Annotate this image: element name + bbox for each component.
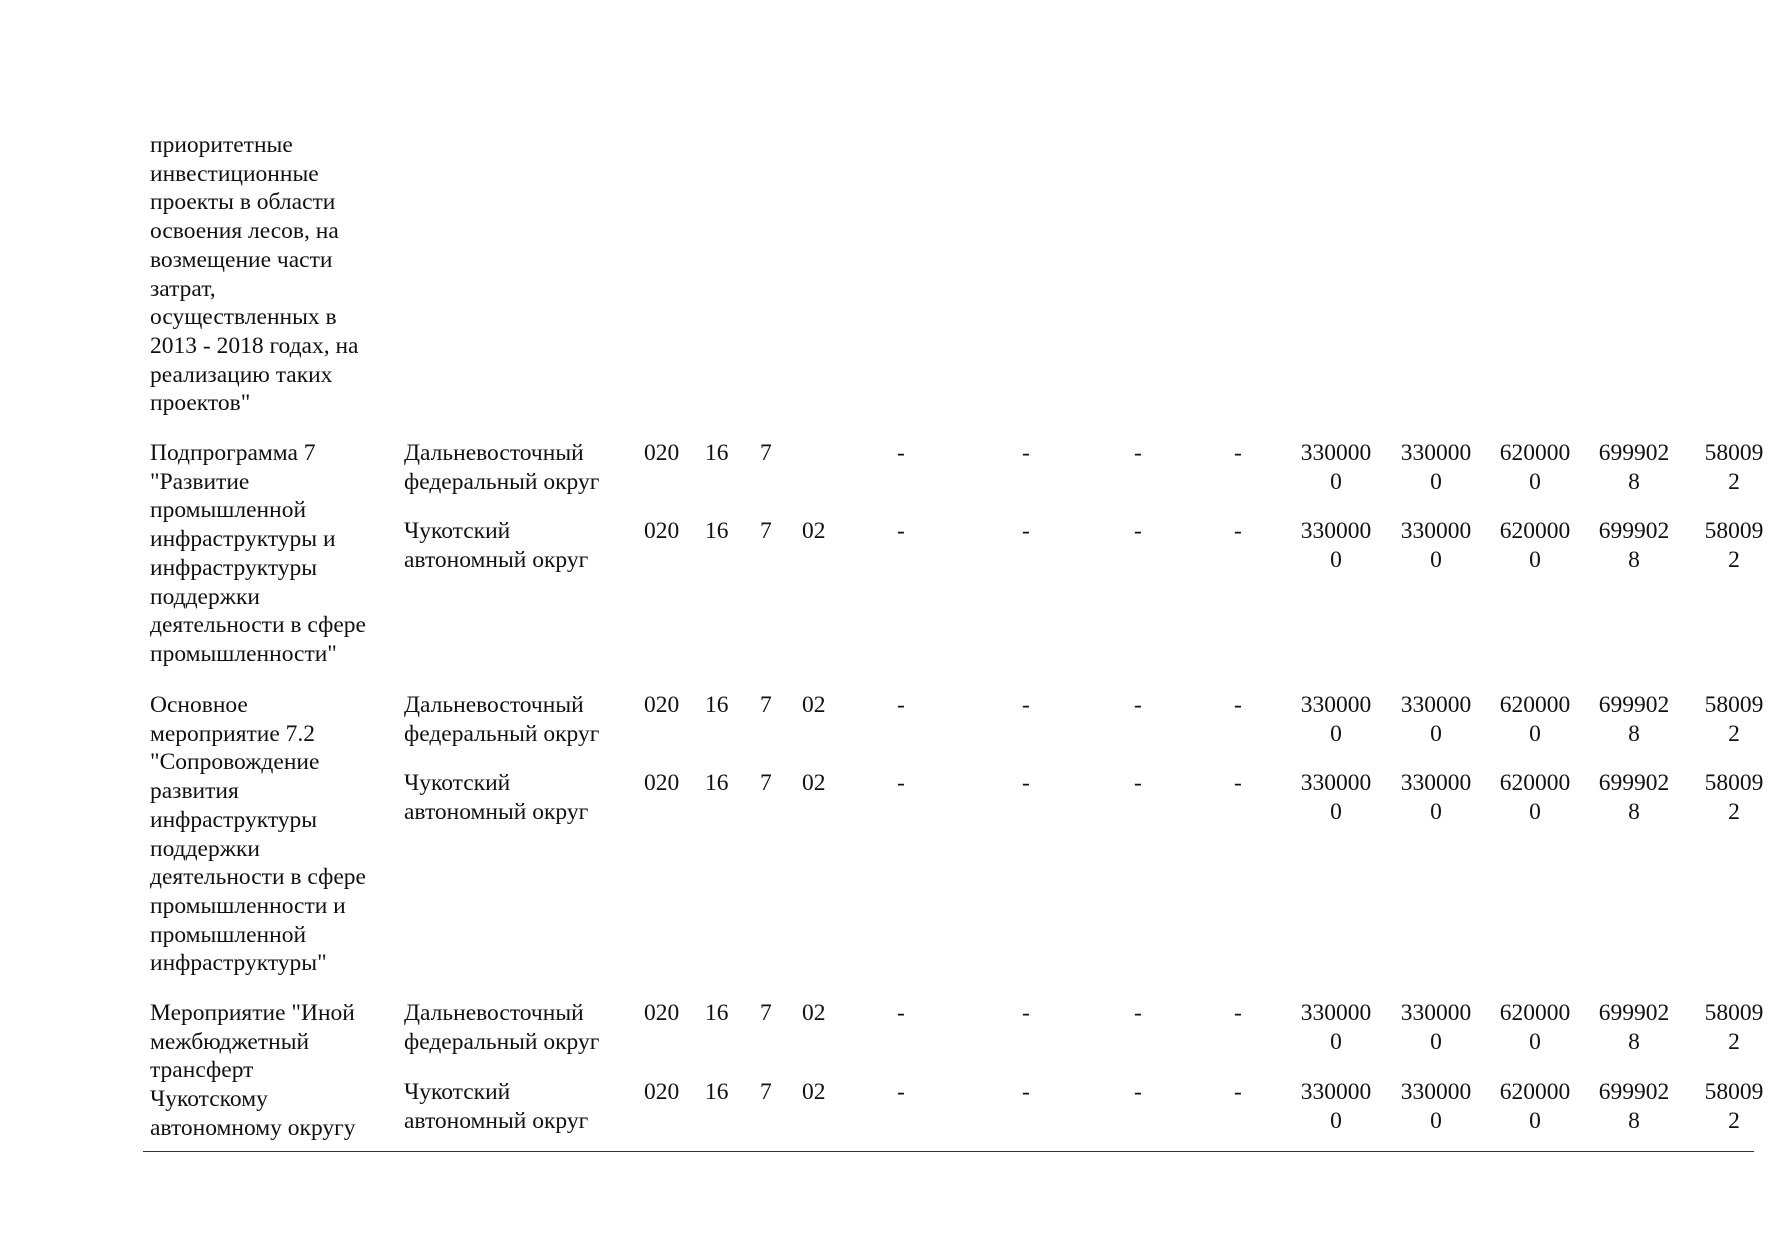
- text-line: освоения лесов, на: [150, 218, 339, 245]
- amount-line: 0: [1330, 1107, 1342, 1134]
- program-title: [150, 439, 366, 669]
- code-cell: 020: [644, 692, 680, 718]
- text-line: деятельности в сфере: [150, 612, 366, 639]
- text-line: промышленности": [150, 640, 337, 667]
- amount-line: 0: [1330, 1028, 1342, 1055]
- text-line: Чукотскому: [150, 1086, 268, 1113]
- text-line: промышленной: [150, 921, 307, 948]
- text-line: развития: [150, 778, 239, 805]
- text-line: автономному округу: [150, 1114, 356, 1141]
- amount-line: 2: [1728, 468, 1740, 495]
- text-line: Мероприятие "Иной: [150, 1000, 355, 1026]
- code-cell: 020: [644, 518, 680, 544]
- dash-cell: -: [1022, 440, 1030, 466]
- amount-cell: [1497, 517, 1573, 574]
- code-cell: 02: [802, 518, 826, 544]
- amount-cell: [1596, 439, 1672, 496]
- code-cell: 16: [705, 440, 729, 466]
- text-line: промышленности и: [150, 892, 346, 919]
- amount-line: 699902: [1598, 518, 1670, 544]
- code-cell: 02: [802, 1079, 826, 1105]
- amount-line: 0: [1430, 468, 1442, 495]
- code-cell: 7: [760, 692, 772, 718]
- amount-line: 0: [1330, 798, 1342, 825]
- amount-cell: [1298, 691, 1374, 748]
- text-line: Подпрограмма 7: [150, 440, 316, 466]
- amount-cell: [1398, 517, 1474, 574]
- text-line: Дальневосточный: [404, 440, 584, 466]
- dash-cell: -: [897, 518, 905, 544]
- amount-line: 620000: [1499, 770, 1571, 796]
- amount-line: 620000: [1499, 518, 1571, 544]
- amount-line: 2: [1728, 720, 1740, 747]
- text-line: поддержки: [150, 835, 260, 862]
- amount-line: 8: [1628, 1107, 1640, 1134]
- code-cell: 7: [760, 1000, 772, 1026]
- amount-line: 0: [1529, 1028, 1541, 1055]
- code-cell: 02: [802, 1000, 826, 1026]
- amount-line: 330000: [1300, 692, 1372, 718]
- dash-cell: -: [1234, 692, 1242, 718]
- region-cell: [404, 1078, 588, 1135]
- amount-line: 330000: [1400, 692, 1472, 718]
- code-cell: 7: [760, 770, 772, 796]
- region-cell: [404, 691, 599, 748]
- table-bottom-rule: [143, 1151, 1754, 1152]
- text-line: инфраструктуры: [150, 806, 318, 833]
- amount-cell: [1696, 999, 1772, 1056]
- text-line: федеральный округ: [404, 1028, 600, 1055]
- text-line: проектов": [150, 390, 251, 417]
- amount-line: 58009: [1704, 1079, 1764, 1105]
- code-cell: 16: [705, 1079, 729, 1105]
- dash-cell: -: [1134, 770, 1142, 796]
- activity-title: [150, 691, 366, 978]
- amount-line: 620000: [1499, 1000, 1571, 1026]
- text-line: автономный округ: [404, 1107, 589, 1134]
- amount-cell: [1298, 439, 1374, 496]
- amount-line: 330000: [1400, 1000, 1472, 1026]
- text-line: Чукотский: [404, 770, 511, 796]
- code-cell: 7: [760, 1079, 772, 1105]
- amount-line: 2: [1728, 1028, 1740, 1055]
- amount-line: 8: [1628, 798, 1640, 825]
- amount-line: 330000: [1400, 1079, 1472, 1105]
- amount-cell: [1596, 691, 1672, 748]
- amount-cell: [1398, 1078, 1474, 1135]
- amount-cell: [1398, 691, 1474, 748]
- amount-line: 8: [1628, 546, 1640, 573]
- text-line: межбюджетный: [150, 1028, 310, 1055]
- amount-line: 330000: [1300, 440, 1372, 466]
- amount-cell: [1398, 439, 1474, 496]
- amount-line: 8: [1628, 720, 1640, 747]
- amount-cell: [1596, 999, 1672, 1056]
- amount-line: 330000: [1400, 770, 1472, 796]
- text-line: Дальневосточный: [404, 692, 584, 718]
- code-cell: 16: [705, 518, 729, 544]
- text-line: Дальневосточный: [404, 1000, 584, 1026]
- text-line: промышленной: [150, 497, 307, 524]
- dash-cell: -: [1022, 1000, 1030, 1026]
- amount-line: 620000: [1499, 440, 1571, 466]
- amount-line: 330000: [1300, 1000, 1372, 1026]
- amount-line: 0: [1529, 546, 1541, 573]
- amount-cell: [1497, 999, 1573, 1056]
- amount-cell: [1596, 517, 1672, 574]
- dash-cell: -: [1134, 1000, 1142, 1026]
- amount-cell: [1497, 1078, 1573, 1135]
- amount-cell: [1596, 1078, 1672, 1135]
- code-cell: 16: [705, 770, 729, 796]
- amount-cell: [1696, 769, 1772, 826]
- code-cell: 02: [802, 692, 826, 718]
- text-line: затрат,: [150, 275, 216, 302]
- region-cell: [404, 999, 599, 1056]
- region-cell: [404, 517, 588, 574]
- amount-line: 58009: [1704, 770, 1764, 796]
- text-line: федеральный округ: [404, 468, 600, 495]
- region-cell: [404, 769, 588, 826]
- amount-line: 58009: [1704, 1000, 1764, 1026]
- amount-line: 699902: [1598, 440, 1670, 466]
- text-line: автономный округ: [404, 546, 589, 573]
- amount-line: 699902: [1598, 1000, 1670, 1026]
- dash-cell: -: [1234, 518, 1242, 544]
- code-cell: 020: [644, 770, 680, 796]
- text-line: инвестиционные: [150, 160, 319, 187]
- dash-cell: -: [1022, 770, 1030, 796]
- dash-cell: -: [897, 440, 905, 466]
- activity-title: [150, 999, 356, 1143]
- code-cell: 020: [644, 1079, 680, 1105]
- dash-cell: -: [1234, 1079, 1242, 1105]
- amount-cell: [1298, 1078, 1374, 1135]
- amount-line: 2: [1728, 546, 1740, 573]
- text-line: инфраструктуры и: [150, 526, 336, 553]
- amount-line: 2: [1728, 1107, 1740, 1134]
- amount-line: 330000: [1300, 770, 1372, 796]
- amount-line: 0: [1330, 546, 1342, 573]
- amount-line: 0: [1330, 468, 1342, 495]
- amount-cell: [1298, 769, 1374, 826]
- dash-cell: -: [897, 770, 905, 796]
- text-line: автономный округ: [404, 798, 589, 825]
- amount-line: 58009: [1704, 518, 1764, 544]
- amount-cell: [1696, 517, 1772, 574]
- amount-line: 58009: [1704, 440, 1764, 466]
- amount-line: 8: [1628, 1028, 1640, 1055]
- code-cell: 16: [705, 1000, 729, 1026]
- text-line: деятельности в сфере: [150, 864, 366, 891]
- text-line: трансферт: [150, 1057, 254, 1084]
- amount-cell: [1497, 439, 1573, 496]
- amount-line: 699902: [1598, 770, 1670, 796]
- amount-cell: [1298, 999, 1374, 1056]
- text-line: "Развитие: [150, 468, 250, 495]
- amount-line: 0: [1430, 546, 1442, 573]
- dash-cell: -: [1022, 1079, 1030, 1105]
- text-line: федеральный округ: [404, 720, 600, 747]
- code-cell: 16: [705, 692, 729, 718]
- dash-cell: -: [1134, 692, 1142, 718]
- amount-cell: [1298, 517, 1374, 574]
- text-line: инфраструктуры": [150, 950, 327, 977]
- dash-cell: -: [1234, 440, 1242, 466]
- amount-cell: [1696, 439, 1772, 496]
- amount-cell: [1696, 691, 1772, 748]
- dash-cell: -: [1134, 518, 1142, 544]
- text-line: приоритетные: [150, 132, 293, 158]
- amount-line: 0: [1430, 1028, 1442, 1055]
- dash-cell: -: [897, 1079, 905, 1105]
- text-line: 2013 - 2018 годах, на: [150, 332, 359, 359]
- dash-cell: -: [1234, 770, 1242, 796]
- amount-line: 699902: [1598, 1079, 1670, 1105]
- amount-cell: [1596, 769, 1672, 826]
- amount-cell: [1398, 999, 1474, 1056]
- code-cell: 7: [760, 518, 772, 544]
- amount-cell: [1497, 769, 1573, 826]
- amount-line: 8: [1628, 468, 1640, 495]
- text-line: осуществленных в: [150, 304, 337, 331]
- text-line: Основное: [150, 692, 248, 718]
- amount-line: 0: [1529, 798, 1541, 825]
- dash-cell: -: [1022, 518, 1030, 544]
- text-line: Чукотский: [404, 518, 511, 544]
- text-line: возмещение части: [150, 246, 333, 273]
- amount-line: 2: [1728, 798, 1740, 825]
- amount-line: 0: [1330, 720, 1342, 747]
- code-cell: 020: [644, 440, 680, 466]
- text-line: инфраструктуры: [150, 554, 318, 581]
- amount-line: 0: [1430, 720, 1442, 747]
- amount-line: 699902: [1598, 692, 1670, 718]
- amount-line: 0: [1430, 798, 1442, 825]
- code-cell: 020: [644, 1000, 680, 1026]
- text-line: реализацию таких: [150, 361, 333, 388]
- text-line: Чукотский: [404, 1079, 511, 1105]
- amount-line: 58009: [1704, 692, 1764, 718]
- dash-cell: -: [897, 1000, 905, 1026]
- amount-line: 0: [1529, 468, 1541, 495]
- amount-cell: [1696, 1078, 1772, 1135]
- code-cell: 02: [802, 770, 826, 796]
- amount-cell: [1497, 691, 1573, 748]
- amount-cell: [1398, 769, 1474, 826]
- amount-line: 0: [1529, 720, 1541, 747]
- amount-line: 330000: [1400, 518, 1472, 544]
- amount-line: 330000: [1300, 1079, 1372, 1105]
- amount-line: 330000: [1300, 518, 1372, 544]
- dash-cell: -: [1134, 1079, 1142, 1105]
- dash-cell: -: [897, 692, 905, 718]
- amount-line: 0: [1529, 1107, 1541, 1134]
- continued-row-text: [150, 131, 358, 418]
- text-line: проекты в области: [150, 189, 336, 216]
- amount-line: 620000: [1499, 1079, 1571, 1105]
- text-line: поддержки: [150, 583, 260, 610]
- text-line: мероприятие 7.2: [150, 720, 316, 747]
- amount-line: 0: [1430, 1107, 1442, 1134]
- amount-line: 620000: [1499, 692, 1571, 718]
- text-line: "Сопровождение: [150, 749, 320, 776]
- dash-cell: -: [1022, 692, 1030, 718]
- region-cell: [404, 439, 599, 496]
- dash-cell: -: [1134, 440, 1142, 466]
- amount-line: 330000: [1400, 440, 1472, 466]
- code-cell: 7: [760, 440, 772, 466]
- dash-cell: -: [1234, 1000, 1242, 1026]
